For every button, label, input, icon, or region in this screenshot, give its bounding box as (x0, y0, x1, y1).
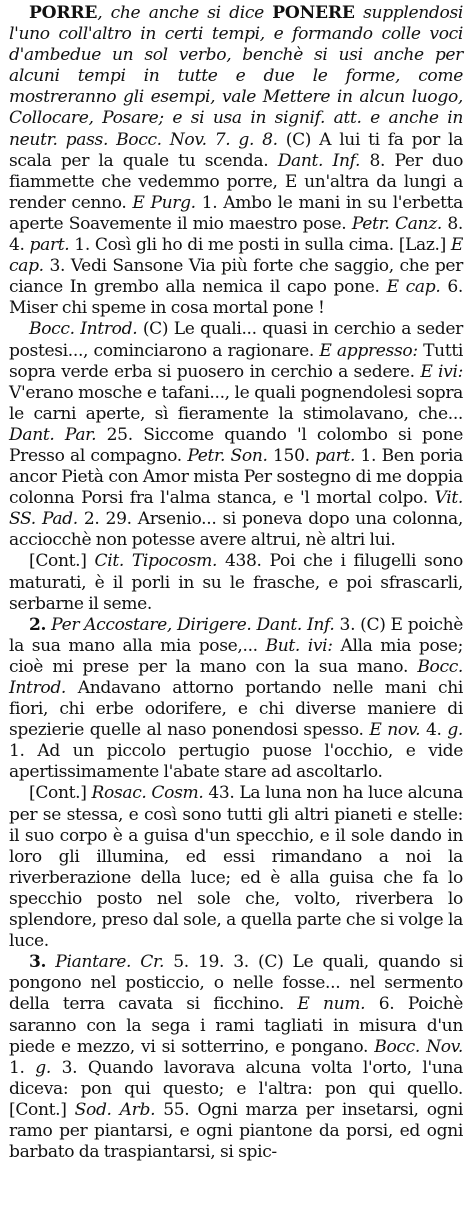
entry-definition-text: supplendosi l'uno coll'altro in certi tempi, e formando colle voci d'ambedue un sol verbo, benchè si usi anche per alcuni tempi in tutte e due le forme, come mostreranno gli esempi, vale Mettere in alcun luogo, Collocare, Posare; e si usa in signif. att. e anche in neutr. pass. (9, 3, 463, 150)
citation-text: [Cont.] (29, 783, 92, 804)
citation-ref: part. (315, 445, 356, 466)
citation-ref: g. (35, 1057, 51, 1078)
citation-ref: E Purg. (132, 192, 196, 213)
citation-ref: Cr. (131, 952, 165, 973)
citation-text: 3. (C) E poichè la sua mano alla mia pose,... (9, 614, 464, 656)
citation-ref: But. ivi: (265, 635, 333, 656)
citation-ref: E ivi: (420, 361, 463, 382)
citation-text: Andavano attorno portando nelle mani chi fiori, chi erbe odorifere, e chi diverse maniere di spezierie quelle al naso ponendosi spesso. (9, 678, 463, 741)
sense-definition: Per Accostare, Dirigere. (46, 614, 252, 635)
citation-ref: Petr. Son. (187, 445, 268, 466)
citation-text: 1. (9, 1057, 36, 1078)
citation-text: 1. Ambo le mani in su l'erbetta aperte Soavemente il mio maestro pose. (9, 192, 463, 234)
citation-paragraph (9, 319, 463, 551)
entry-definition-paragraph (9, 3, 463, 319)
citation-text: 1. Ad un piccolo pertugio puose l'occhio, e vide apertissimamente l'abate stare ad ascoltarlo. (9, 741, 463, 783)
citation-text: 4. (420, 720, 448, 741)
citation-ref: Dant. Inf. (277, 150, 361, 171)
citation-text: V'erano mosche e tafani..., le quali pognendolesi sopra le carni aperte, sì fieramente la stimolavano, che... (9, 382, 463, 424)
citation-text: (C) A lui ti fa por la scala per la quale tu scenda. (9, 129, 463, 171)
citation-text: 6. Poichè saranno con la sega i rami tagliati in misura d'un piede e mezzo, vi si sotterrino, e pongano. (9, 994, 463, 1057)
citation-ref: Dant. Inf. (251, 614, 335, 635)
citation-text: 55. Ogni marza per insetarsi, ogni ramo per piantarsi, e ogni piantone da porsi, ed ogni barbato da traspiantarsi, si spic- (9, 1099, 464, 1163)
citation-text: 1. Così gli ho di me posti in sulla cima. [Laz.] (69, 235, 451, 256)
sense-2-paragraph (9, 615, 463, 784)
citation-text: 3. Quando lavorava alcuna volta l'orto, l'una diceva: pon qui questo; e l'altra: pon qui quello. [Cont.] (9, 1057, 463, 1120)
sense-number: 3. (29, 952, 47, 973)
sense-definition: Piantare. (46, 952, 132, 973)
citation-paragraph (9, 783, 463, 952)
citation-text: 5. 19. 3. (C) Le quali, quando si pongono nel posticcio, o nelle fosse... nel sermento della terra cavata si ficchino. (9, 952, 464, 1015)
citation-text: 43. La luna non ha luce alcuna per se stessa, e così sono tutti gli altri pianeti e stelle: il suo corpo è a guisa d'un specchio, e il sole dando in loro gli illumina, ed essi rimandano a noi la riverberazione della luce; ed è alla guisa che fa lo specchio posto nel sole che, volto, riverbera lo splendore, preso dal sole, a quella parte che si volge la luce. (9, 783, 463, 952)
citation-text: (C) Le quali... quasi in cerchio a seder postesi..., cominciarono a ragionare. (9, 319, 463, 361)
citation-ref: E num. (297, 994, 366, 1015)
citation-ref: E appresso: (319, 340, 418, 361)
citation-text: 6. Miser chi speme in cosa mortal pone ! (9, 277, 464, 319)
citation-text: 8. 4. (9, 213, 463, 256)
citation-ref: E cap. (9, 235, 463, 277)
citation-ref: Vit. SS. Pad. (9, 488, 463, 530)
citation-text: Alla mia pose; cioè mi prese per la mano con la sua mano. (9, 635, 463, 677)
sense-number: 2. (29, 614, 47, 635)
citation-ref: E cap. (386, 277, 441, 298)
citation-ref: E nov. (369, 720, 421, 741)
citation-ref: Bocc. Introd. (29, 319, 138, 340)
citation-ref: Cit. Tipocosm. (94, 551, 218, 572)
citation-ref: Sod. Arb. (74, 1099, 156, 1120)
citation-ref: Rosac. Cosm. (91, 783, 204, 804)
citation-text: 3. Vedi Sansone Via più forte che saggio, che per ciance In grembo alla nemica il capo pone. (9, 256, 463, 298)
citation-text: 8. Per duo fiammette che vedemmo porre, E un'altra da lungi a render cenno. (9, 150, 464, 213)
entry-headword: PORRE (29, 3, 98, 23)
citation-ref: Dant. Par. (9, 424, 97, 445)
entry-intro-text: , che anche si dice (97, 3, 273, 23)
citation-text: 150. (267, 445, 316, 466)
sense-3-paragraph (9, 952, 463, 1163)
citation-text: 438. Poi che i filugelli sono maturati, è il porli in su le frasche, e poi sfrascarli, serbarne il seme. (9, 551, 463, 614)
citation-ref: part. (29, 235, 70, 256)
citation-text: Tutti sopra verde erba si puosero in cerchio a sedere. (9, 340, 463, 382)
entry-synonym: PONERE (272, 3, 355, 23)
citation-ref: g. (447, 720, 464, 741)
citation-text: 2. 29. Arsenio... si poneva dopo una colonna, acciocchè non potesse avere altrui, nè altri lui. (9, 509, 463, 551)
citation-ref: Bocc. Introd. (9, 656, 463, 698)
citation-text: [Cont.] (29, 551, 95, 572)
citation-text: 1. Ben poria ancor Pietà con Amor mista Per sostegno di me doppia colonna Porsi fra l'alma stanca, e 'l mortal colpo. (9, 445, 464, 509)
citation-ref: Bocc. Nov. (374, 1036, 463, 1057)
citation-text: 25. Siccome quando 'l colombo si pone Presso al compagno. (9, 424, 463, 466)
citation-paragraph (9, 551, 463, 614)
citation-ref: Petr. Canz. (351, 213, 442, 234)
citation-ref: Bocc. Nov. 7. g. 8. (116, 129, 278, 150)
